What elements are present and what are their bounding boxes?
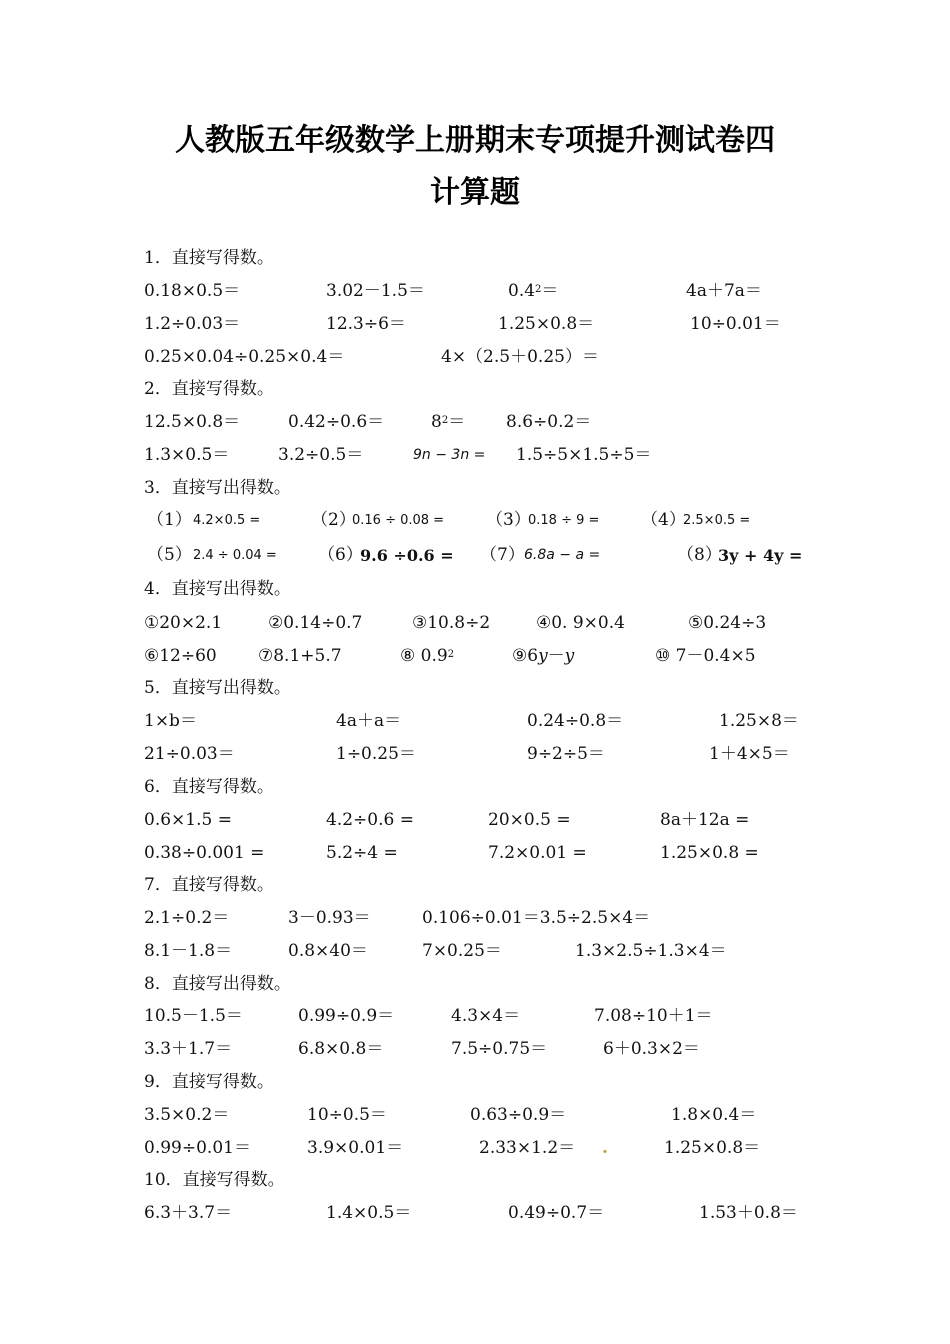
- stray-dot: .: [602, 1138, 608, 1158]
- problem: 1.3×2.5÷1.3×4＝: [575, 941, 727, 961]
- problem-number: （6）: [318, 545, 363, 565]
- q1-row-3: [0, 341, 950, 374]
- problem: ③10.8÷2: [412, 613, 491, 633]
- problem-number: （2）: [311, 510, 356, 530]
- problem: 1×b＝: [144, 711, 197, 731]
- problem: 3－0.93＝: [288, 908, 371, 928]
- problem: 0.63÷0.9＝: [470, 1105, 567, 1125]
- problem: ②0.14÷0.7: [268, 613, 363, 633]
- q7-heading: 7．直接写得数。: [144, 875, 274, 895]
- q6-heading: 6．直接写得数。: [144, 777, 274, 797]
- problem: 1.25×0.8＝: [498, 314, 595, 334]
- problem: 4.2÷0.6 =: [326, 810, 414, 830]
- problem: ⑦8.1+5.7: [258, 646, 342, 666]
- problem: 0.106÷0.01＝3.5÷2.5×4＝: [422, 908, 651, 928]
- q1-heading: 1．直接写得数。: [144, 248, 274, 268]
- q2-row-1: [0, 406, 950, 439]
- problem: 0.38÷0.001 =: [144, 843, 265, 863]
- problem: 2.1÷0.2＝: [144, 908, 230, 928]
- page-subtitle: 计算题: [430, 175, 520, 210]
- problem: 3.3＋1.7＝: [144, 1039, 233, 1059]
- problem: ⑥12÷60: [144, 646, 217, 666]
- page-title: 人教版五年级数学上册期末专项提升测试卷四: [175, 123, 775, 158]
- problem: 6.8×0.8＝: [298, 1039, 384, 1059]
- problem: 7.2×0.01 =: [488, 843, 587, 863]
- problem: 1＋4×5＝: [709, 744, 790, 764]
- problem: 1.8×0.4＝: [671, 1105, 757, 1125]
- problem: 6.8a − a =: [524, 547, 601, 563]
- q8-row-2: [0, 1033, 950, 1066]
- problem: 3.2÷0.5＝: [278, 445, 364, 465]
- problem: 0.18 ÷ 9 =: [528, 513, 600, 528]
- problem: 4.3×4＝: [451, 1006, 521, 1026]
- problem: 12.3÷6＝: [326, 314, 406, 334]
- problem: ⑨6y－y: [512, 646, 575, 666]
- q3-row-2: [0, 539, 950, 572]
- problem: 3.02－1.5＝: [326, 281, 425, 301]
- problem: 0.99÷0.9＝: [298, 1006, 395, 1026]
- q4-heading: 4．直接写出得数。: [144, 579, 291, 599]
- problem-number: （5）: [147, 545, 192, 565]
- problem: 2.5×0.5 =: [683, 513, 751, 528]
- problem: 0.16 ÷ 0.08 =: [352, 513, 445, 528]
- q1-row-1: [0, 275, 950, 308]
- q7-row-1: [0, 902, 950, 935]
- q10-row-1: [0, 1197, 950, 1230]
- problem: 21÷0.03＝: [144, 744, 235, 764]
- q4-row-2: [0, 640, 950, 673]
- problem-number: （7）: [480, 545, 525, 565]
- q5-row-2: [0, 738, 950, 771]
- problem: $8^2=$: [431, 412, 466, 432]
- problem-number: （4）: [641, 510, 686, 530]
- q3-row-1: [0, 504, 950, 537]
- problem: ⑤0.24÷3: [688, 613, 767, 633]
- q10-heading: 10．直接写得数。: [144, 1170, 285, 1190]
- problem: 1.25×0.8＝: [664, 1138, 761, 1158]
- q3-heading: 3．直接写出得数。: [144, 478, 291, 498]
- problem: 8.6÷0.2＝: [506, 412, 592, 432]
- problem: 8.1－1.8＝: [144, 941, 233, 961]
- problem: ④0. 9×0.4: [536, 613, 625, 633]
- q1-row-2: [0, 308, 950, 341]
- problem: 10÷0.5＝: [307, 1105, 387, 1125]
- problem: 4a＋7a＝: [686, 281, 762, 301]
- problem: ⑩ 7－0.4×5: [655, 646, 756, 666]
- problem-number: （3）: [486, 510, 531, 530]
- problem: 1.25×8＝: [719, 711, 799, 731]
- problem: 1.53＋0.8＝: [699, 1203, 798, 1223]
- q6-row-1: [0, 804, 950, 837]
- problem: 7.08÷10＋1＝: [594, 1006, 713, 1026]
- q6-row-2: [0, 837, 950, 870]
- problem-number: （8）: [677, 545, 722, 565]
- q9-row-2: [0, 1132, 950, 1165]
- problem: 0.25×0.04÷0.25×0.4＝: [144, 347, 345, 367]
- problem: 12.5×0.8＝: [144, 412, 241, 432]
- problem: 4.2×0.5 =: [193, 513, 261, 528]
- problem: 0.24÷0.8＝: [527, 711, 624, 731]
- problem: 9÷2÷5＝: [527, 744, 605, 764]
- problem: 7×0.25＝: [422, 941, 502, 961]
- problem: 0.49÷0.7＝: [508, 1203, 605, 1223]
- q2-row-2: [0, 439, 950, 472]
- problem: 9n − 3n =: [413, 447, 486, 463]
- problem: 3.5×0.2＝: [144, 1105, 230, 1125]
- q7-row-2: [0, 935, 950, 968]
- problem: 1÷0.25＝: [336, 744, 416, 764]
- problem: 9.6 ÷0.6 =: [360, 546, 454, 565]
- problem: ①20×2.1: [144, 613, 223, 633]
- problem: 0.99÷0.01＝: [144, 1138, 251, 1158]
- problem: 5.2÷4 =: [326, 843, 398, 863]
- q2-heading: 2．直接写得数。: [144, 379, 274, 399]
- problem: 3y + 4y =: [718, 546, 803, 565]
- problem: 2.33×1.2＝: [479, 1138, 576, 1158]
- problem: 0.8×40＝: [288, 941, 368, 961]
- problem: 1.4×0.5＝: [326, 1203, 412, 1223]
- q8-heading: 8．直接写出得数。: [144, 974, 291, 994]
- problem: 6.3＋3.7＝: [144, 1203, 233, 1223]
- problem: $0.4^2=$: [508, 281, 559, 301]
- problem: 4a＋a＝: [336, 711, 402, 731]
- problem: 1.2÷0.03＝: [144, 314, 241, 334]
- problem-number: （1）: [147, 510, 192, 530]
- problem: 20×0.5 =: [488, 810, 571, 830]
- problem: 0.42÷0.6＝: [288, 412, 385, 432]
- problem: 3.9×0.01＝: [307, 1138, 404, 1158]
- problem: 10.5－1.5＝: [144, 1006, 243, 1026]
- problem: ⑧ $0.9^2$: [400, 646, 455, 666]
- problem: 1.25×0.8 =: [660, 843, 759, 863]
- problem: 10÷0.01＝: [690, 314, 781, 334]
- problem: 0.6×1.5 =: [144, 810, 232, 830]
- problem: 7.5÷0.75＝: [451, 1039, 548, 1059]
- q8-row-1: [0, 1000, 950, 1033]
- problem: 1.5÷5×1.5÷5＝: [516, 445, 652, 465]
- problem: 1.3×0.5＝: [144, 445, 230, 465]
- q9-row-1: [0, 1099, 950, 1132]
- problem: 0.18×0.5＝: [144, 281, 241, 301]
- q9-heading: 9．直接写得数。: [144, 1072, 274, 1092]
- problem: 2.4 ÷ 0.04 =: [193, 548, 277, 563]
- problem: 8a＋12a =: [660, 810, 750, 830]
- problem: 4×（2.5＋0.25）＝: [441, 347, 599, 367]
- problem: 6＋0.3×2＝: [603, 1039, 700, 1059]
- q5-row-1: [0, 705, 950, 738]
- q5-heading: 5．直接写出得数。: [144, 678, 291, 698]
- q4-row-1: [0, 607, 950, 640]
